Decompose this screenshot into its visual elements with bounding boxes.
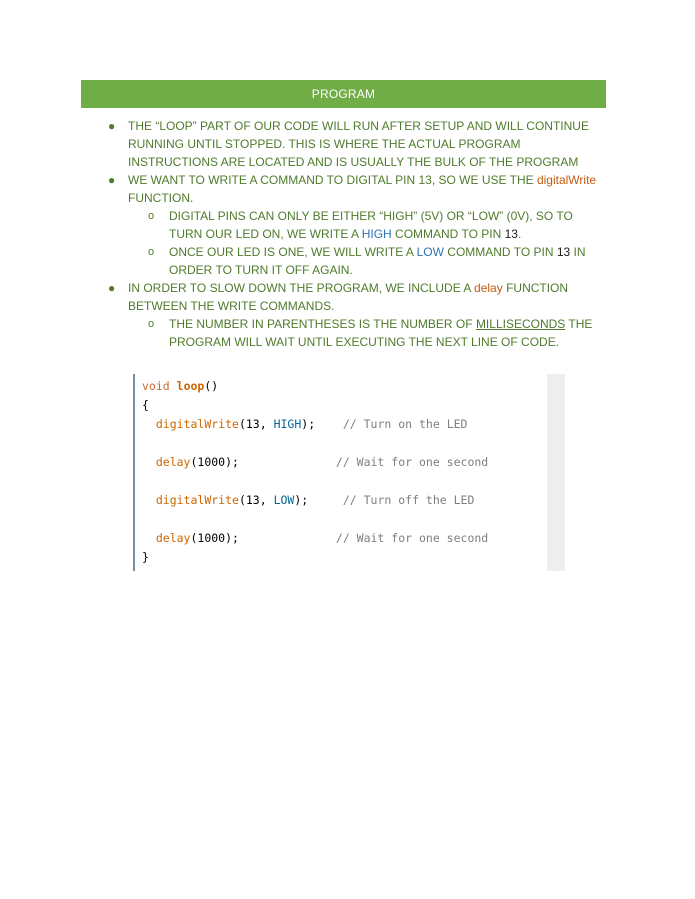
list-item [81,171,606,279]
list-item [81,117,606,171]
instruction-list [81,117,606,351]
bullet-icon: ● [108,119,116,133]
code-call: digitalWrite [155,493,239,507]
code-padding [315,417,343,431]
code-scrollbar [547,374,565,571]
sub-item-text: THE PROGRAM WILL WAIT UNTIL EXECUTING THE NEXT LINE OF CODE. [169,317,593,349]
code-line [142,453,488,472]
code-comment: // Turn off the LED [342,493,475,507]
code-args: ); [294,493,309,507]
circle-bullet-icon: o [148,246,155,258]
code-args: ); [301,417,316,431]
sub-item-text: ONCE OUR LED IS ONE, WE WILL WRITE A [169,245,417,259]
list-item-text: FUNCTION. [128,191,194,205]
sub-item-text: DIGITAL PINS CAN ONLY BE EITHER “HIGH” (5V) OR “LOW” (0V), SO TO TURN OUR LED ON, WE WRITE A [169,209,573,241]
sub-item-text: . [517,227,522,241]
code-comment: // Wait for one second [335,531,489,545]
list-item-text: FUNCTION BETWEEN THE WRITE COMMANDS. [128,281,569,313]
code-line [142,491,488,510]
function-name-highlight: digitalWrite [536,173,597,187]
list-item-text: THE “LOOP” PART OF OUR CODE WILL RUN AFTER SETUP AND WILL CONTINUE RUNNING UNTIL STOPPED. THIS IS WHERE THE ACTUAL PROGRAM INSTRUCTIONS ARE LOCATED AND IS USUALLY THE BULK OF THE PROGRAM [128,119,589,169]
keyword-void: void [142,379,170,393]
bullet-list [81,117,606,351]
function-name-highlight: delay [474,281,503,295]
code-call: delay [155,455,191,469]
code-padding [239,455,336,469]
code-blank-line [142,434,488,453]
underlined-term: MILLISECONDS [475,317,566,331]
function-loop: loop [176,379,205,393]
loop-parens: () [204,379,219,393]
sub-item-text: COMMAND TO PIN [391,227,505,241]
constant-highlight: HIGH [361,227,392,241]
code-close-brace: } [142,550,149,564]
bullet-icon: ● [108,173,116,187]
code-screenshot [133,374,565,571]
code-args: (1000); [190,531,239,545]
code-blank-line [142,510,488,529]
sub-item-text: COMMAND TO PIN [443,245,557,259]
sub-list-item [128,243,606,279]
sub-list-item [128,315,606,351]
code-blank-line [142,472,488,491]
code-call: digitalWrite [155,417,239,431]
code-padding [239,531,336,545]
sub-list [128,207,606,279]
sub-list [128,315,606,351]
bullet-icon: ● [108,281,116,295]
section-header: PROGRAM [81,80,606,108]
circle-bullet-icon: o [148,210,155,222]
code-constant: LOW [273,493,295,507]
code-comment: // Turn on the LED [342,417,468,431]
code-line-signature [142,377,488,396]
pin-number: 13 [504,227,518,241]
code-comment: // Wait for one second [335,455,489,469]
code-args: (13, [238,493,274,507]
sub-list-item [128,207,606,243]
code-padding [308,493,343,507]
list-item [81,279,606,351]
list-item-text: IN ORDER TO SLOW DOWN THE PROGRAM, WE INCLUDE A [128,281,475,295]
pin-number: 13 [556,245,571,259]
code-line [142,529,488,548]
code-constant: HIGH [273,417,302,431]
circle-bullet-icon: o [148,318,155,330]
code-block [142,377,488,567]
constant-highlight: LOW [416,245,444,259]
code-args: (13, [238,417,274,431]
code-open-brace: { [142,398,149,412]
code-args: (1000); [190,455,239,469]
code-line [142,415,488,434]
code-call: delay [155,531,191,545]
sub-item-text: IN ORDER TO TURN IT OFF AGAIN. [169,245,586,277]
sub-item-text: THE NUMBER IN PARENTHESES IS THE NUMBER OF [169,317,476,331]
list-item-text: WE WANT TO WRITE A COMMAND TO DIGITAL PIN 13, SO WE USE THE [128,173,537,187]
